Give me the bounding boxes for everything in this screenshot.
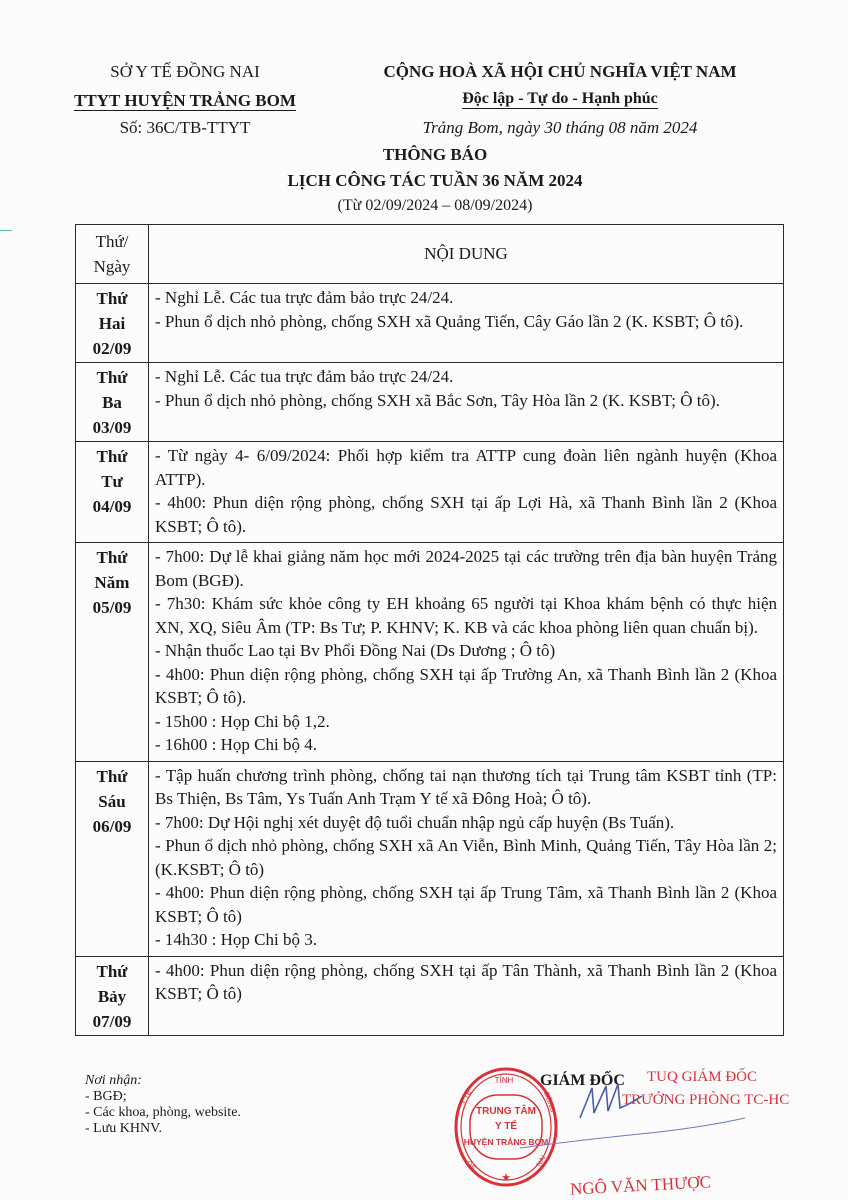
day-day: Thứ bbox=[96, 961, 128, 981]
schedule-item: - 4h00: Phun diện rộng phòng, chống SXH tại ấp Trường An, xã Thanh Bình lần 2 (Khoa KSBT; Ô tô). bbox=[155, 664, 777, 707]
day-cell bbox=[76, 363, 149, 442]
day-date: 04/09 bbox=[92, 497, 132, 516]
day-day: Thứ bbox=[96, 289, 128, 308]
schedule-item: - Phun ổ dịch nhỏ phòng, chống SXH xã An Viễn, Bình Minh, Quảng Tiến, Tây Hòa lần 2; (K.KSBT; Ô tô) bbox=[155, 836, 777, 879]
margin-mark bbox=[0, 230, 12, 231]
schedule-item: - Phun ổ dịch nhỏ phòng, chống SXH xã Bắc Sơn, Tây Hòa lần 2 (K. KSBT; Ô tô). bbox=[155, 390, 720, 410]
stamp-center-line2: Y TẾ bbox=[494, 1121, 518, 1132]
stamp-star-icon: ★ bbox=[501, 1172, 511, 1184]
notice-range: (Từ 02/09/2024 – 08/09/2024) bbox=[337, 197, 533, 214]
header-content: NỘI DUNG bbox=[149, 225, 784, 284]
day-day: Thứ bbox=[96, 447, 128, 466]
motto-text: Độc lập - Tự do - Hạnh phúc bbox=[462, 90, 658, 107]
schedule-item: - 7h00: Dự Hội nghị xét duyệt độ tuổi chuẩn nhập ngủ cấp huyện (Bs Tuấn). bbox=[155, 812, 675, 832]
schedule-row bbox=[76, 363, 784, 442]
agency-parent: SỞ Y TẾ ĐỒNG NAI bbox=[110, 62, 260, 81]
stamp-top-text: TỈNH bbox=[494, 1076, 514, 1085]
day-weekday: Ba bbox=[102, 393, 122, 412]
day-day: Thứ bbox=[96, 766, 128, 786]
recipient-item: - BGĐ; bbox=[85, 1089, 127, 1104]
content-cell bbox=[149, 442, 784, 543]
signature-position: TRƯỞNG PHÒNG TC-HC bbox=[622, 1092, 790, 1108]
day-date: 03/09 bbox=[92, 418, 132, 437]
stamp-right-text: ĐỒNG bbox=[542, 1091, 556, 1114]
schedule-item: - 4h00: Phun diện rộng phòng, chống SXH tại ấp Lợi Hà, xã Thanh Bình lần 2 (Khoa KSBT; Ô tô). bbox=[155, 493, 777, 536]
signature-delegation: TUQ GIÁM ĐỐC bbox=[647, 1069, 757, 1085]
agency-name bbox=[60, 91, 310, 111]
stamp-bottom-left-text: QS bbox=[464, 1159, 477, 1173]
day-weekday: Bảy bbox=[97, 986, 127, 1006]
day-weekday: Hai bbox=[98, 314, 126, 333]
schedule-item: - Phun ổ dịch nhỏ phòng, chống SXH xã Quảng Tiến, Cây Gáo lần 2 (K. KSBT; Ô tô). bbox=[155, 311, 744, 331]
handwritten-signature bbox=[520, 1078, 750, 1168]
schedule-row bbox=[76, 442, 784, 543]
stamp-bottom-right-text: NAI bbox=[535, 1154, 548, 1168]
day-day: Thứ bbox=[96, 548, 128, 567]
schedule-row bbox=[76, 543, 784, 762]
content-cell bbox=[149, 761, 784, 956]
recipients-label: Nơi nhận: bbox=[85, 1073, 142, 1088]
schedule-row bbox=[76, 284, 784, 363]
stamp-center-line1: TRUNG TÂM bbox=[476, 1106, 536, 1117]
schedule-item: - 14h30 : Họp Chi bộ 3. bbox=[155, 930, 317, 949]
day-weekday: Tư bbox=[101, 472, 123, 491]
schedule-item: - Nghỉ Lễ. Các tua trực đảm bảo trực 24/24. bbox=[155, 288, 454, 307]
nation-title: CỘNG HOÀ XÃ HỘI CHỦ NGHĨA VIỆT NAM bbox=[383, 62, 737, 81]
schedule-item: - 16h00 : Họp Chi bộ 4. bbox=[155, 735, 317, 754]
schedule-item: - Nhận thuốc Lao tại Bv Phổi Đồng Nai (Ds Dương ; Ô tô) bbox=[155, 641, 556, 660]
stamp-left-text: Y TẾ bbox=[459, 1089, 474, 1106]
day-date: 02/09 bbox=[92, 339, 132, 358]
schedule-row bbox=[76, 761, 784, 956]
signature-title: GIÁM ĐỐC bbox=[540, 1072, 625, 1089]
header-day-line2: Ngày bbox=[93, 257, 131, 276]
schedule-item: - 7h00: Dự lễ khai giảng năm học mới 2024-2025 tại các trường trên địa bàn huyện Trảng Bom (BGĐ). bbox=[155, 547, 777, 590]
recipients bbox=[85, 1073, 241, 1137]
day-weekday: Năm bbox=[94, 573, 130, 592]
recipient-item: - Lưu KHNV. bbox=[85, 1121, 162, 1136]
table-header-row bbox=[76, 225, 784, 284]
motto bbox=[330, 90, 790, 109]
signer-name: NGÔ VĂN THƯỢC bbox=[569, 1172, 712, 1199]
header-day bbox=[76, 225, 149, 284]
notice-subject: LỊCH CÔNG TÁC TUẦN 36 NĂM 2024 bbox=[287, 171, 583, 190]
schedule-item: - 4h00: Phun diện rộng phòng, chống SXH tại ấp Trung Tâm, xã Thanh Bình lần 2 (Khoa KSBT; Ô tô) bbox=[155, 883, 777, 926]
schedule-item: - 15h00 : Họp Chi bộ 1,2. bbox=[155, 711, 330, 731]
schedule-item: - Nghỉ Lễ. Các tua trực đảm bảo trực 24/24. bbox=[155, 367, 454, 386]
day-day: Thứ bbox=[96, 368, 128, 387]
agency-name-text: TTYT HUYỆN TRẢNG BOM bbox=[74, 91, 296, 110]
signature-stroke bbox=[580, 1084, 642, 1118]
content-cell bbox=[149, 543, 784, 762]
schedule-table bbox=[75, 224, 784, 1036]
day-date: 07/09 bbox=[92, 1011, 132, 1031]
content-cell bbox=[149, 284, 784, 363]
document-number: Số: 36C/TB-TTYT bbox=[119, 118, 251, 137]
day-cell bbox=[76, 761, 149, 956]
day-cell bbox=[76, 442, 149, 543]
content-cell bbox=[149, 956, 784, 1035]
schedule-row bbox=[76, 956, 784, 1035]
schedule-item: - Tập huấn chương trình phòng, chống tai nạn thương tích tại Trung tâm KSBT tỉnh (TP: Bs Thiện, Bs Tâm, Ys Tuấn Anh Trạm Y tế xã Đông Hoà; Ô tô). bbox=[155, 765, 777, 808]
day-date: 05/09 bbox=[92, 598, 132, 617]
place-date: Trảng Bom, ngày 30 tháng 08 năm 2024 bbox=[422, 118, 698, 137]
recipient-item: - Các khoa, phòng, website. bbox=[85, 1105, 241, 1120]
schedule-item: - 4h00: Phun diện rộng phòng, chống SXH tại ấp Tân Thành, xã Thanh Bình lần 2 (Khoa KSBT; Ô tô) bbox=[155, 960, 777, 1003]
header-day-line1: Thứ/ bbox=[95, 232, 129, 251]
stamp-center-line3: HUYỆN TRẢNG BOM bbox=[463, 1137, 549, 1147]
day-date: 06/09 bbox=[92, 816, 132, 836]
day-cell bbox=[76, 543, 149, 762]
content-cell bbox=[149, 363, 784, 442]
signature-tail bbox=[520, 1118, 745, 1148]
schedule-item: - Từ ngày 4- 6/09/2024: Phối hợp kiểm tra ATTP cung đoàn liên ngành huyện (Khoa ATTP). bbox=[155, 446, 777, 489]
day-weekday: Sáu bbox=[98, 791, 126, 811]
notice-type: THÔNG BÁO bbox=[382, 145, 488, 164]
schedule-item: - 7h30: Khám sức khỏe công ty EH khoảng 65 người tại Khoa khám bệnh có thực hiện XN, XQ, Siêu Âm (TP: Bs Tư; P. KHNV; K. KB và các khoa phòng liên quan chuẩn bị). bbox=[155, 594, 777, 637]
day-cell bbox=[76, 284, 149, 363]
day-cell bbox=[76, 956, 149, 1035]
